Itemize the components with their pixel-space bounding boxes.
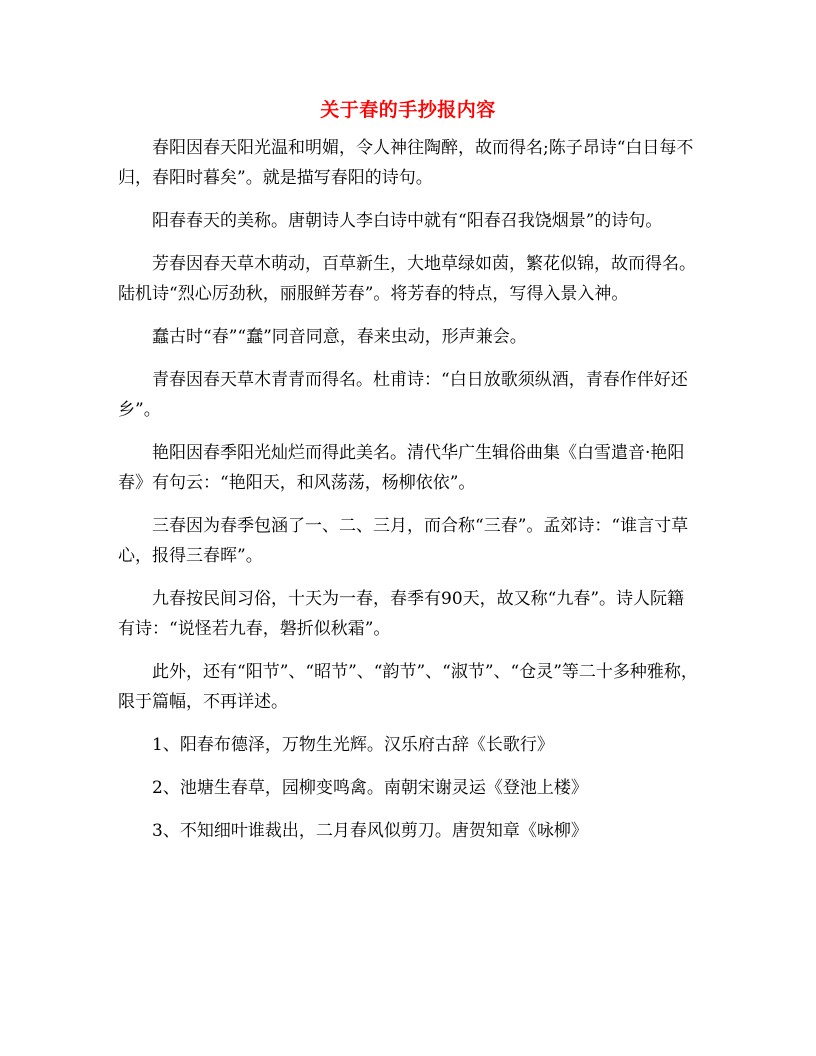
page-title: 关于春的手抄报内容 (320, 99, 496, 121)
paragraph-chun-insect: 蠢古时“春”“蠢”同音同意，春来虫动，形声兼会。 (152, 327, 527, 347)
paragraph-fangchun: 芳春因春天草木萌动，百草新生，大地草绿如茵，繁花似锦，故而得名。陆机诗“烈心厉劲秋，丽服鲜芳春”。将芳春的特点，写得入景入神。 (118, 254, 696, 304)
paragraph-qingchun: 青春因春天草木青青而得名。杜甫诗：“白日放歌须纵酒，青春作伴好还乡”。 (118, 370, 688, 420)
paragraph-chunyang: 春阳因春天阳光温和明媚，令人神往陶醉，故而得名;陈子昂诗“白日每不归，春阳时暮矣”。就是描写春阳的诗句。 (118, 138, 694, 188)
poem-line-2: 2、池塘生春草，园柳变鸣禽。南朝宋谢灵运《登池上楼》 (152, 778, 588, 798)
paragraph-yangchun: 阳春春天的美称。唐朝诗人李白诗中就有“阳春召我饶烟景”的诗句。 (152, 211, 663, 231)
paragraph-sanchun: 三春因为春季包涵了一、二、三月，而合称“三春”。孟郊诗：“谁言寸草心，报得三春晖”。 (118, 516, 689, 566)
paragraph-other-names: 此外，还有“阳节”、“昭节”、“韵节”、“淑节”、“仓灵”等二十多种雅称，限于篇幅，不再详述。 (118, 662, 698, 712)
paragraph-jiuchun: 九春按民间习俗，十天为一春，春季有90天，故又称“九春”。诗人阮籍有诗：“说怪若九春，磐折似秋霜”。 (118, 589, 685, 639)
poem-line-3: 3、不知细叶谁裁出，二月春风似剪刀。唐贺知章《咏柳》 (152, 821, 588, 841)
poem-line-1: 1、阳春布德泽，万物生光辉。汉乐府古辞《长歌行》 (152, 735, 554, 755)
paragraph-yanyang: 艳阳因春季阳光灿烂而得此美名。清代华广生辑俗曲集《白雪遣音·艳阳春》有句云：“艳阳天，和风荡荡，杨柳依依”。 (118, 443, 685, 493)
document-body (118, 133, 698, 846)
